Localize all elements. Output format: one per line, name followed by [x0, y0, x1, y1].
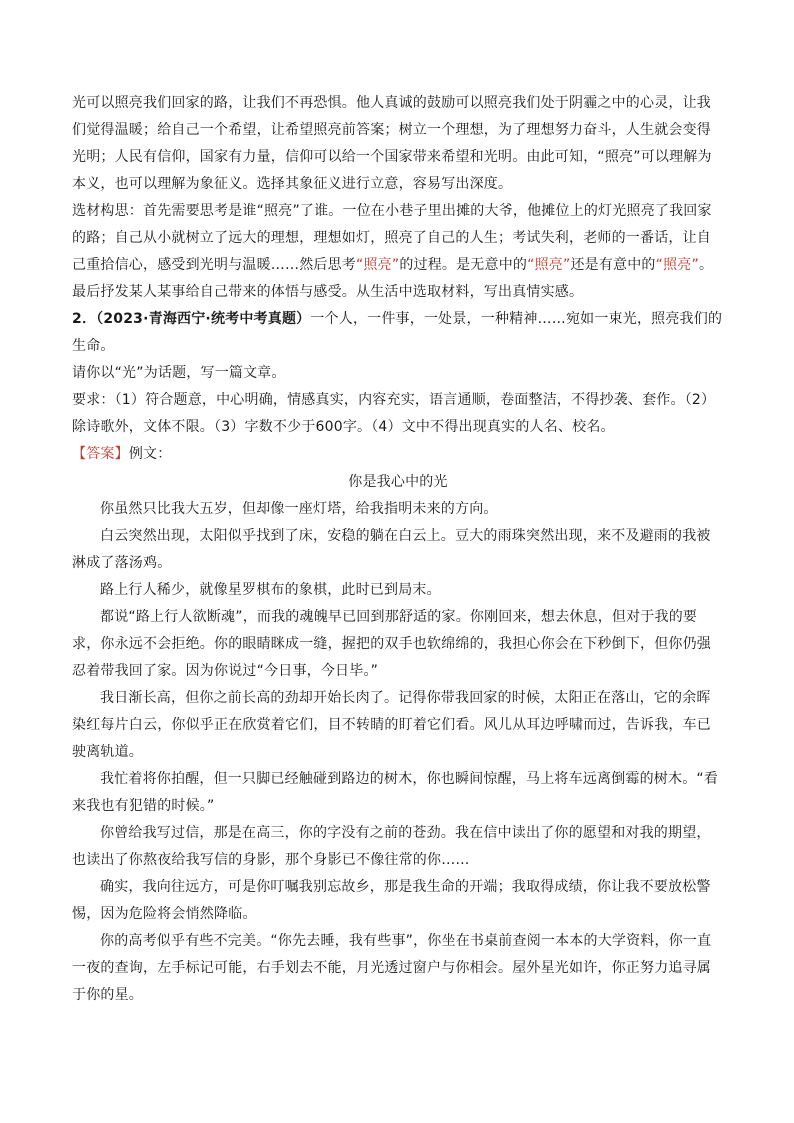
question-2 — [72, 306, 724, 360]
highlight-zhaoliang-1: “照亮” — [356, 257, 400, 273]
essay-paragraph: 确实，我向往远方，可是你叮嘱我别忘故乡，那是我生命的开端；我取得成绩，你让我不要放松警惕，因为危险将会悄然降临。 — [72, 879, 711, 922]
intro-paragraph-1: 光可以照亮我们回家的路，让我们不再恐惧。他人真诚的鼓励可以照亮我们处于阴霾之中的心灵，让我们觉得温暖；给自己一个希望，让希望照亮前答案；树立一个理想，为了理想努力奋斗，人生就会变得光明；人民有信仰，国家有力量，信仰可以给一个国家带来希望和光明。由此可知，“照亮”可以理解为本义，也可以理解为象征义。选择其象征义进行立意，容易写出深度。 — [72, 95, 712, 192]
highlight-zhaoliang-2: “照亮” — [527, 257, 571, 273]
essay-title: 你是我心中的光 — [348, 474, 448, 490]
answer-heading — [72, 441, 724, 468]
essay-paragraph: 你曾给我写过信，那是在高三，你的字没有之前的苍劲。我在信中读出了你的愿望和对我的期望，也读出了你熬夜给我写信的身影，那个身影已不像往常的你…… — [72, 825, 711, 868]
essay-paragraph: 白云突然出现，太阳似乎找到了床，安稳的躺在白云上。豆大的雨珠突然出现，来不及避雨的我被淋成了落汤鸡。 — [72, 528, 711, 571]
highlight-zhaoliang-3: “照亮” — [655, 257, 699, 273]
question-requirements: 要求：（1）符合题意，中心明确，情感真实，内容充实，语言通顺，卷面整洁，不得抄袭、套作。（2）除诗歌外，文体不限。（3）字数不少于600字。（4）文中不得出现真实的人名、校名。 — [72, 392, 716, 435]
essay-paragraph: 都说“路上行人欲断魂”，而我的魂魄早已回到那舒适的家。你刚回来，想去休息，但对于我的要求，你永远不会拒绝。你的眼睛眯成一缝，握把的双手也软绵绵的，我担心你会在下秒倒下，但你仍强忍着带我回了家。因为你说过“今日事，今日毕。” — [72, 609, 711, 679]
question-prompt: 一个人，一件事，一处景，一种精神……宛如一束光，照亮我们的生命。 — [72, 311, 723, 354]
document-page — [72, 90, 724, 1009]
essay-paragraph: 你虽然只比我大五岁，但却像一座灯塔，给我指明未来的方向。 — [100, 501, 498, 517]
material-idea-text-3: 还是有意中的 — [570, 257, 656, 273]
question-instruction: 请你以“光”为话题，写一篇文章。 — [72, 365, 286, 381]
material-idea-text-2: 的过程。是无意中的 — [399, 257, 528, 273]
essay-paragraph: 我忙着将你拍醒，但一只脚已经触碰到路边的树木，你也瞬间惊醒，马上将车远离倒霉的树木。“看来我也有犯错的时候。” — [72, 771, 719, 814]
essay-paragraph: 你的高考似乎有些不完美。“你先去睡，我有些事”，你坐在书桌前查阅一本本的大学资料，你一直一夜的查询，左手标记可能，右手划去不能，月光透过窗户与你相会。屋外星光如许，你正努力追寻属于你的星。 — [72, 933, 712, 1003]
material-idea-text-4: 。最后抒发某人某事给自己带来的体悟与感受。从生活中选取材料，写出真情实感。 — [72, 257, 714, 300]
essay-paragraph: 我日渐长高，但你之前长高的劲却开始长肉了。记得你带我回家的时候，太阳正在落山，它的余晖染红每片白云，你似乎正在欣赏着它们，目不转睛的盯着它们看。风儿从耳边呼啸而过，告诉我，车已驶离轨道。 — [72, 690, 711, 760]
question-number-source: 2．（2023·青海西宁·统考中考真题） — [72, 311, 311, 327]
essay-paragraph: 路上行人稀少，就像星罗棋布的象棋，此时已到局末。 — [100, 582, 441, 598]
intro-paragraph-2 — [72, 198, 724, 306]
answer-label: 【答案】 — [72, 446, 129, 462]
material-idea-text-1: 选材构思：首先需要思考是谁“照亮”了谁。一位在小巷子里出摊的大爷，他摊位上的灯光照亮了我回家的路；自己从小就树立了远大的理想，理想如灯，照亮了自己的人生；考试失利，老师的一番话，让自己重拾信心，感受到光明与温暖……然后思考 — [72, 203, 712, 273]
answer-example-label: 例文： — [128, 446, 172, 462]
